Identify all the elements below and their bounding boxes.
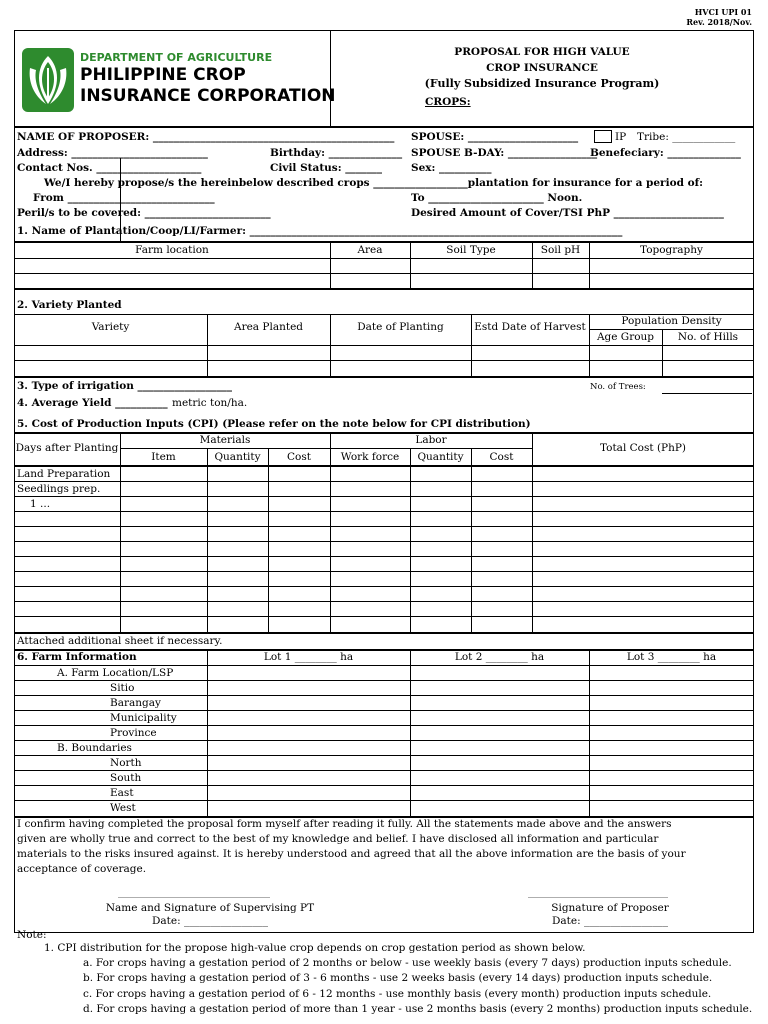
confirm-line1: I confirm having completed the proposal form myself after reading it fully. All the statements made above and the answers bbox=[17, 818, 672, 830]
logo-line2: PHILIPPINE CROP bbox=[80, 65, 246, 85]
th-topography: Topography bbox=[640, 244, 703, 256]
birthday-field[interactable]: Birthday: ______________ bbox=[270, 147, 403, 159]
row-seedlings: Seedlings prep. bbox=[17, 483, 101, 495]
spouse-bday-field[interactable]: SPOUSE B-DAY: _________________ bbox=[411, 147, 598, 159]
row-sitio: Sitio bbox=[110, 682, 135, 694]
variety-title: 2. Variety Planted bbox=[17, 299, 122, 311]
th-pop-density: Population Density bbox=[621, 315, 722, 327]
proposer-date-field[interactable]: Date: ________________ bbox=[552, 915, 668, 927]
logo-line3: INSURANCE CORPORATION bbox=[80, 86, 336, 106]
row-north: North bbox=[110, 757, 142, 769]
tribe-field[interactable]: Tribe: ____________ bbox=[637, 131, 736, 143]
row-land-prep: Land Preparation bbox=[17, 468, 111, 480]
yield-field[interactable]: 4. Average Yield __________ bbox=[17, 397, 168, 409]
th-work-force: Work force bbox=[340, 451, 400, 463]
row-west: West bbox=[110, 802, 136, 814]
trees-label: No. of Trees: bbox=[590, 382, 646, 392]
crops-label: CROPS: bbox=[425, 96, 471, 108]
th-harvest-date: Estd Date of Harvest bbox=[474, 321, 586, 333]
contact-field[interactable]: Contact Nos. ____________________ bbox=[17, 162, 202, 174]
th-total-cost: Total Cost (PhP) bbox=[599, 442, 687, 454]
civil-status-field[interactable]: Civil Status: _______ bbox=[270, 162, 382, 174]
th-mat-cost: Cost bbox=[287, 451, 311, 463]
doc-code-line2: Rev. 2018/Nov. bbox=[686, 17, 752, 27]
title-line3: (Fully Subsidized Insurance Program) bbox=[424, 77, 660, 90]
th-soil-ph: Soil pH bbox=[540, 244, 581, 256]
confirm-line2: given are wholly true and correct to the best of my knowledge and belief. I have disclosed all information and particular bbox=[17, 833, 659, 845]
th-mat-quantity: Quantity bbox=[214, 451, 261, 463]
ip-checkbox[interactable] bbox=[594, 130, 612, 143]
proposer-signature-label: Signature of Proposer bbox=[551, 902, 669, 914]
to-field[interactable]: To ______________________ Noon. bbox=[411, 192, 583, 204]
cpi-title: 5. Cost of Production Inputs (CPI) (Please refer on the note below for CPI distribution) bbox=[17, 418, 531, 430]
th-materials: Materials bbox=[199, 434, 251, 446]
doc-code-line1: HVCI UPI 01 bbox=[694, 7, 752, 17]
farm-table-top bbox=[14, 241, 754, 243]
yield-unit: metric ton/ha. bbox=[172, 397, 248, 409]
note-a: a. For crops having a gestation period of 2 months or below - use weekly basis (every 7 days) production inputs schedule. bbox=[83, 957, 732, 969]
row-south: South bbox=[110, 772, 142, 784]
pcic-logo-icon bbox=[22, 48, 74, 112]
row-barangay: Barangay bbox=[110, 697, 161, 709]
ip-label: IP bbox=[615, 131, 627, 143]
note-c: c. For crops having a gestation period of 6 - 12 months - use monthly basis (every month) production inputs schedule. bbox=[83, 988, 712, 1000]
lot2-field[interactable]: Lot 2 ________ ha bbox=[454, 651, 545, 663]
address-field[interactable]: Address: __________________________ bbox=[17, 147, 208, 159]
lot3-field[interactable]: Lot 3 ________ ha bbox=[626, 651, 717, 663]
note-d: d. For crops having a gestation period of more than 1 year - use 2 months basis (every 2 months) production inputs schedule. bbox=[83, 1003, 753, 1015]
th-labor: Labor bbox=[415, 434, 447, 446]
note-title: Note: bbox=[17, 929, 47, 941]
th-soil-type: Soil Type bbox=[446, 244, 496, 256]
propose-statement[interactable]: We/I hereby propose/s the hereinbelow described crops __________________plantation for insurance for a period of: bbox=[44, 177, 703, 189]
title-line2: CROP INSURANCE bbox=[486, 62, 598, 74]
proposer-signature-line[interactable]: ___________________________________ bbox=[528, 889, 668, 898]
beneficiary-field[interactable]: Benefeciary: ______________ bbox=[590, 147, 741, 159]
th-variety: Variety bbox=[91, 321, 130, 333]
th-lab-quantity: Quantity bbox=[417, 451, 464, 463]
farm-location-lsp: A. Farm Location/LSP bbox=[57, 667, 174, 679]
boundaries-label: B. Boundaries bbox=[57, 742, 132, 754]
confirm-line4: acceptance of coverage. bbox=[17, 863, 147, 875]
th-area: Area bbox=[357, 244, 383, 256]
th-item: Item bbox=[151, 451, 176, 463]
row-municipality: Municipality bbox=[110, 712, 177, 724]
plantation-name-field[interactable]: 1. Name of Plantation/Coop/LI/Farmer: _______________________________________________________________________ bbox=[17, 225, 623, 237]
from-field[interactable]: From ____________________________ bbox=[33, 192, 215, 204]
sex-field[interactable]: Sex: __________ bbox=[411, 162, 492, 174]
row-one: 1 ... bbox=[30, 498, 51, 510]
note-b: b. For crops having a gestation period of 3 - 6 months - use 2 weeks basis (every 14 days) production inputs schedule. bbox=[83, 972, 713, 984]
th-farm-location: Farm location bbox=[135, 244, 209, 256]
spouse-field[interactable]: SPOUSE: _____________________ bbox=[411, 131, 579, 143]
th-age-group: Age Group bbox=[596, 331, 655, 343]
pt-date-field[interactable]: Date: ________________ bbox=[152, 915, 268, 927]
stray-line bbox=[120, 158, 121, 242]
th-date-planting: Date of Planting bbox=[357, 321, 444, 333]
th-lab-cost: Cost bbox=[489, 451, 514, 463]
pt-signature-label: Name and Signature of Supervising PT bbox=[105, 902, 315, 914]
th-no-hills: No. of Hills bbox=[677, 331, 739, 343]
peril-field[interactable]: Peril/s to be covered: ________________________ bbox=[17, 207, 271, 219]
logo-line1: DEPARTMENT OF AGRICULTURE bbox=[80, 51, 273, 64]
row-east: East bbox=[110, 787, 134, 799]
title-line1: PROPOSAL FOR HIGH VALUE bbox=[454, 46, 630, 58]
row-province: Province bbox=[110, 727, 157, 739]
th-area-planted: Area Planted bbox=[233, 321, 303, 333]
note-line1: 1. CPI distribution for the propose high-value crop depends on crop gestation period as shown below. bbox=[44, 942, 586, 954]
farm-info-title: 6. Farm Information bbox=[17, 651, 137, 663]
lot1-field[interactable]: Lot 1 ________ ha bbox=[263, 651, 354, 663]
pt-signature-line[interactable]: ______________________________________ bbox=[118, 889, 270, 898]
trees-line[interactable] bbox=[662, 393, 752, 394]
th-days-after-planting: Days after Planting bbox=[15, 442, 119, 454]
attached-note: Attached additional sheet if necessary. bbox=[17, 635, 223, 647]
proposer-name-field[interactable]: NAME OF PROPOSER: ______________________________________________ bbox=[17, 131, 395, 143]
irrigation-field[interactable]: 3. Type of irrigation __________________ bbox=[17, 380, 233, 392]
confirm-line3: materials to the risks insured against. It is hereby understood and agreed that all the above information are the basis of your bbox=[17, 848, 686, 860]
desired-cover-field[interactable]: Desired Amount of Cover/TSI PhP _____________________ bbox=[411, 207, 724, 219]
